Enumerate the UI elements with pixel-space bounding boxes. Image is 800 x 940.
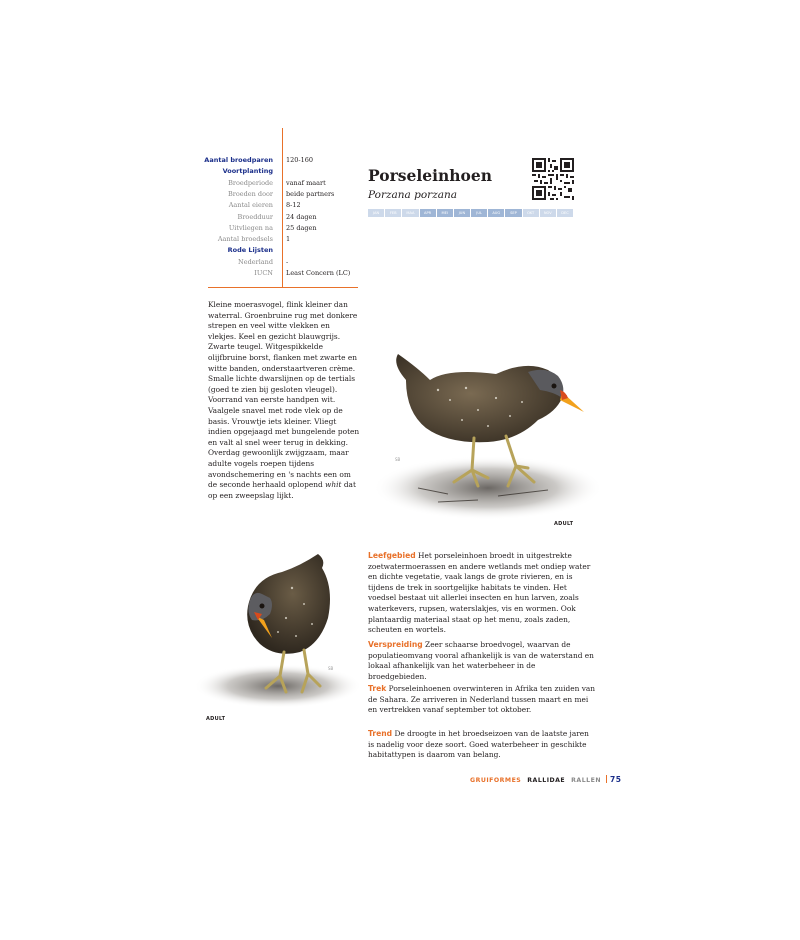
section-text: De droogte in het broedseizoen van de laatste jaren is nadelig voor deze soort. Goed waterbeheer in geschikte habitattypen is daarom van belang. <box>368 729 589 760</box>
month-cell: NOV <box>540 209 556 217</box>
info-label: Aantal broedsels <box>217 235 273 244</box>
section-keyword: Trend <box>368 729 393 738</box>
photo-label-bottom: ADULT <box>206 716 226 722</box>
info-row <box>196 257 366 268</box>
info-value: Least Concern (LC) <box>286 269 351 277</box>
section-verspreiding <box>368 640 596 682</box>
info-value: - <box>286 257 289 266</box>
info-row <box>196 166 366 177</box>
section-keyword: Trek <box>368 684 387 693</box>
month-cell: FEB <box>385 209 401 217</box>
month-cell: SEP <box>505 209 521 217</box>
page-number: 75 <box>610 775 622 784</box>
info-value: 1 <box>286 235 291 244</box>
info-label: Voortplanting <box>222 167 273 176</box>
info-label: Nederland <box>238 257 273 266</box>
month-cell: APR <box>420 209 436 217</box>
info-row <box>196 189 366 200</box>
month-bar <box>368 209 573 217</box>
section-text: Zeer schaarse broedvogel, waarvan de populatieomvang vooral afhankelijk is van de waterstand en lokaal afhankelijk van het waterbeheer in de broedgebieden. <box>368 640 594 681</box>
section-keyword: Leefgebied <box>368 551 416 560</box>
info-label: Broeden door <box>228 189 273 198</box>
bird-photo-top <box>378 340 610 530</box>
info-value: vanaf maart <box>286 178 326 187</box>
info-value: 8-12 <box>286 201 301 210</box>
section-keyword: Verspreiding <box>368 640 423 649</box>
info-label: Aantal eieren <box>228 201 273 210</box>
footer-order: GRUIFORMES <box>470 777 522 784</box>
info-row <box>196 223 366 234</box>
info-row <box>196 178 366 189</box>
info-label: Uitvliegen na <box>228 223 273 232</box>
section-leefgebied <box>368 551 596 636</box>
info-row <box>196 245 366 256</box>
species-title: Porseleinhoen <box>368 166 492 185</box>
info-row <box>196 212 366 223</box>
page-footer <box>470 775 621 784</box>
info-label: Broedduur <box>237 212 273 221</box>
month-cell: AUG <box>488 209 504 217</box>
info-value: beide partners <box>286 189 335 198</box>
bird-photo-bottom <box>196 548 364 708</box>
month-cell: MAA <box>402 209 418 217</box>
footer-separator <box>606 775 607 783</box>
info-value: 25 dagen <box>286 223 317 232</box>
info-label: Broedperiode <box>228 178 273 187</box>
section-text: Het porseleinhoen broedt in uitgestrekte zoetwatermoerassen en andere wetlands met ondiep water en dichte vegetatie, vaak langs de grote rivieren, en is tijdens de trek in soortgelijke habitats te vinden. Het voedsel bestaat uit allerlei insecten en hun larven, zoals waterkevers, rupsen, waterslakjes, vis en wormen. Ook plantaardig materiaal staat op het menu, zoals zaden, scheuten en wortels. <box>368 551 591 635</box>
info-value: 24 dagen <box>286 212 317 221</box>
section-trend <box>368 729 596 761</box>
footer-group: RALLEN <box>571 777 602 784</box>
section-trek <box>368 684 596 716</box>
info-label: IUCN <box>254 269 273 277</box>
qr-code-icon[interactable] <box>532 158 574 200</box>
description-call: whit <box>325 480 342 490</box>
section-text: Porseleinhoenen overwinteren in Afrika ten zuiden van de Sahara. Ze arriveren in Nederland tussen maart en mei en vertrekken vanaf september tot oktober. <box>368 684 596 715</box>
info-row <box>196 200 366 211</box>
species-latin-name: Porzana porzana <box>368 189 458 201</box>
info-row <box>196 268 366 279</box>
info-divider-horizontal <box>208 287 358 288</box>
footer-family: RALLIDAE <box>527 777 566 784</box>
month-cell: DEC <box>557 209 573 217</box>
info-row <box>196 234 366 245</box>
photo-label-top: ADULT <box>554 521 574 527</box>
description-end: dat op een zweepslag lijkt. <box>208 480 356 500</box>
info-label: Rode Lijsten <box>227 246 273 255</box>
info-value: 120-160 <box>286 156 314 164</box>
photo-credit-bottom: SB <box>328 666 334 671</box>
month-cell: JUL <box>471 209 487 217</box>
description-text <box>208 300 360 501</box>
info-row <box>196 155 366 166</box>
photo-credit-top: SB <box>395 457 401 462</box>
month-cell: JAN <box>368 209 384 217</box>
month-cell: MEI <box>437 209 453 217</box>
month-cell: JUN <box>454 209 470 217</box>
month-cell: OKT <box>523 209 539 217</box>
description-main: Kleine moerasvogel, flink kleiner dan waterral. Groenbruine rug met donkere strepen en veel witte vlekken en vlekjes. Keel en gezicht blauwgrijs. Zwarte teugel. Witgespikkelde olijfbruine borst, flanken met zwarte en witte banden, onderstaartveren crème. Smalle lichte dwarslijnen op de tertials (goed te zien bij gesloten vleugel). Voorrand van eerste handpen wit. Vaalgele snavel met rode vlek op de basis. Vrouwtje iets kleiner. Vliegt indien opgejaagd met bungelende poten en valt al snel weer terug in dekking. Overdag gewoonlijk zwijgzaam, maar adulte vogels roepen tijdens avondschemering en 's nachts een om de seconde herhaald oplopend <box>208 300 360 490</box>
info-label: Aantal broedparen <box>204 156 273 164</box>
